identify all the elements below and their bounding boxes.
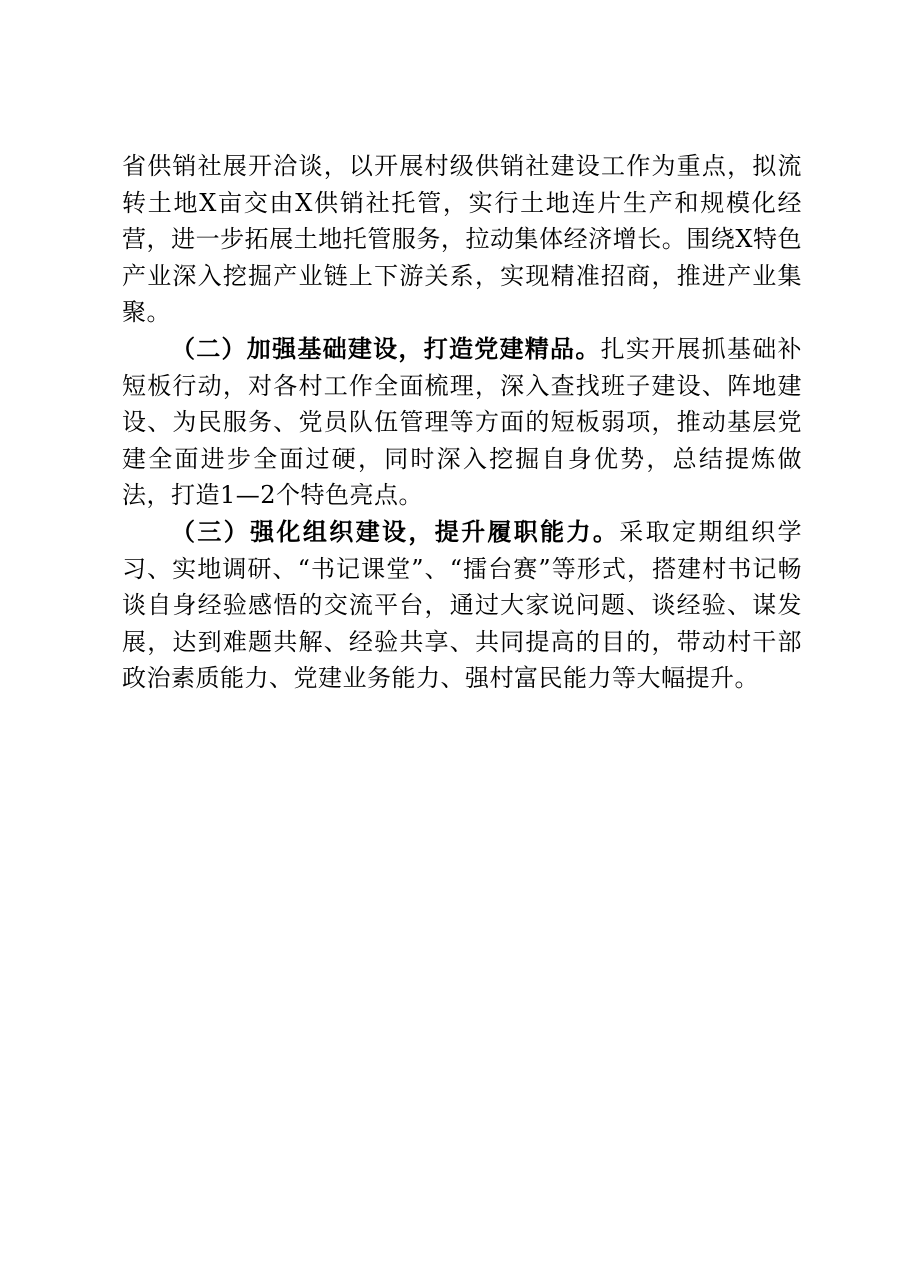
paragraph-text: 省供销社展开洽谈，以开展村级供销社建设工作为重点，拟流转土地X亩交由X供销社托管，实行土地连片生产和规模化经营，进一步拓展土地托管服务，拉动集体经济增长。围绕X特色产业深入挖掘产业链上下游关系，实现精准招商，推进产业集聚。	[122, 152, 802, 327]
paragraph-continuation	[122, 148, 802, 331]
section-heading-3: （三）强化组织建设，提升履职能力。	[171, 516, 620, 546]
document-body	[122, 148, 802, 697]
section-heading-2: （二）加强基础建设，打造党建精品。	[171, 333, 601, 363]
paragraph-text: 扎实开展抓基础补短板行动，对各村工作全面梳理，深入查找班子建设、阵地建设、为民服务、党员队伍管理等方面的短板弱项，推动基层党建全面进步全面过硬，同时深入挖掘自身优势，总结提炼做法，打造1—2个特色亮点。	[122, 334, 803, 510]
paragraph-section-3	[122, 514, 802, 697]
paragraph-text: 采取定期组织学习、实地调研、“书记课堂”、“擂台赛”等形式，搭建村书记畅谈自身经验感悟的交流平台，通过大家说问题、谈经验、谋发展，达到难题共解、经验共享、共同提高的目的，带动村干部政治素质能力、党建业务能力、强村富民能力等大幅提升。	[122, 517, 802, 693]
paragraph-section-2	[122, 331, 802, 514]
